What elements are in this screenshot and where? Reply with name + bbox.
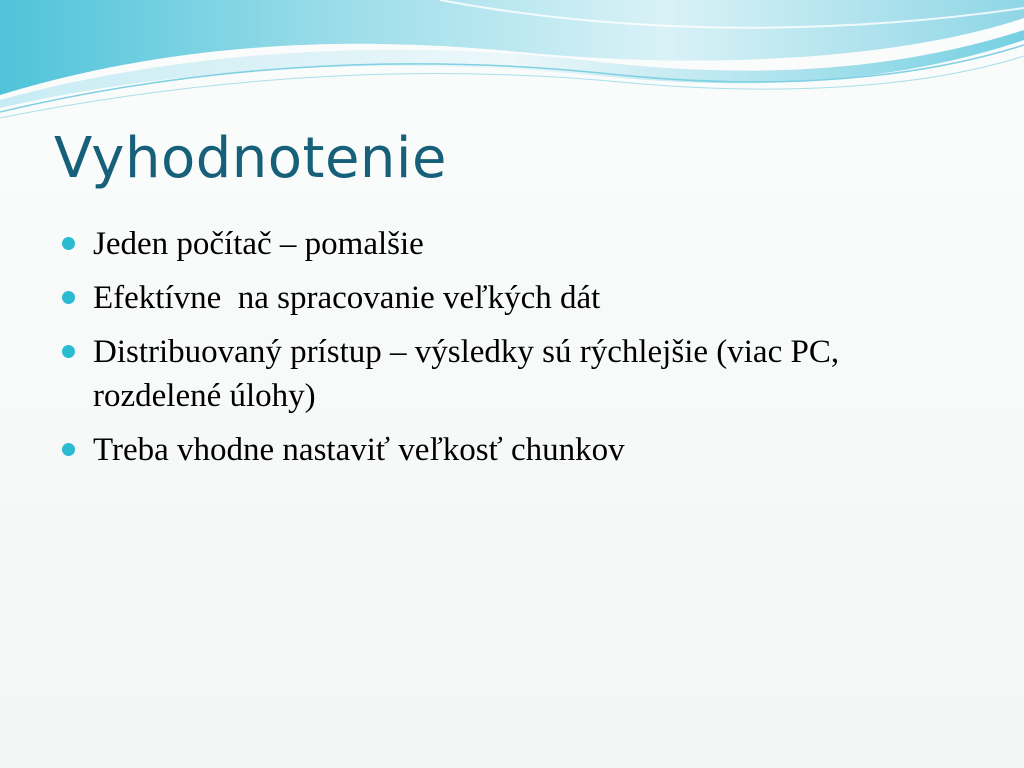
slide-title: Vyhodnotenie [54, 126, 447, 191]
bullet-text: Jeden počítač – pomalšie [93, 226, 424, 262]
bullet-item [62, 330, 942, 418]
decorative-wave-banner [0, 0, 1024, 130]
bullet-dot-icon [62, 237, 75, 250]
bullet-text: Efektívne na spracovanie veľkých dát [93, 280, 601, 316]
bullet-item [62, 428, 942, 472]
bullet-dot-icon [62, 443, 75, 456]
bullet-item [62, 222, 942, 266]
bullet-text: Treba vhodne nastaviť veľkosť chunkov [93, 432, 625, 468]
bullet-dot-icon [62, 291, 75, 304]
bullet-item [62, 276, 942, 320]
bullet-dot-icon [62, 345, 75, 358]
bullet-list [62, 222, 942, 482]
bullet-text: Distribuovaný prístup – výsledky sú rýchlejšie (viac PC, rozdelené úlohy) [93, 334, 840, 414]
